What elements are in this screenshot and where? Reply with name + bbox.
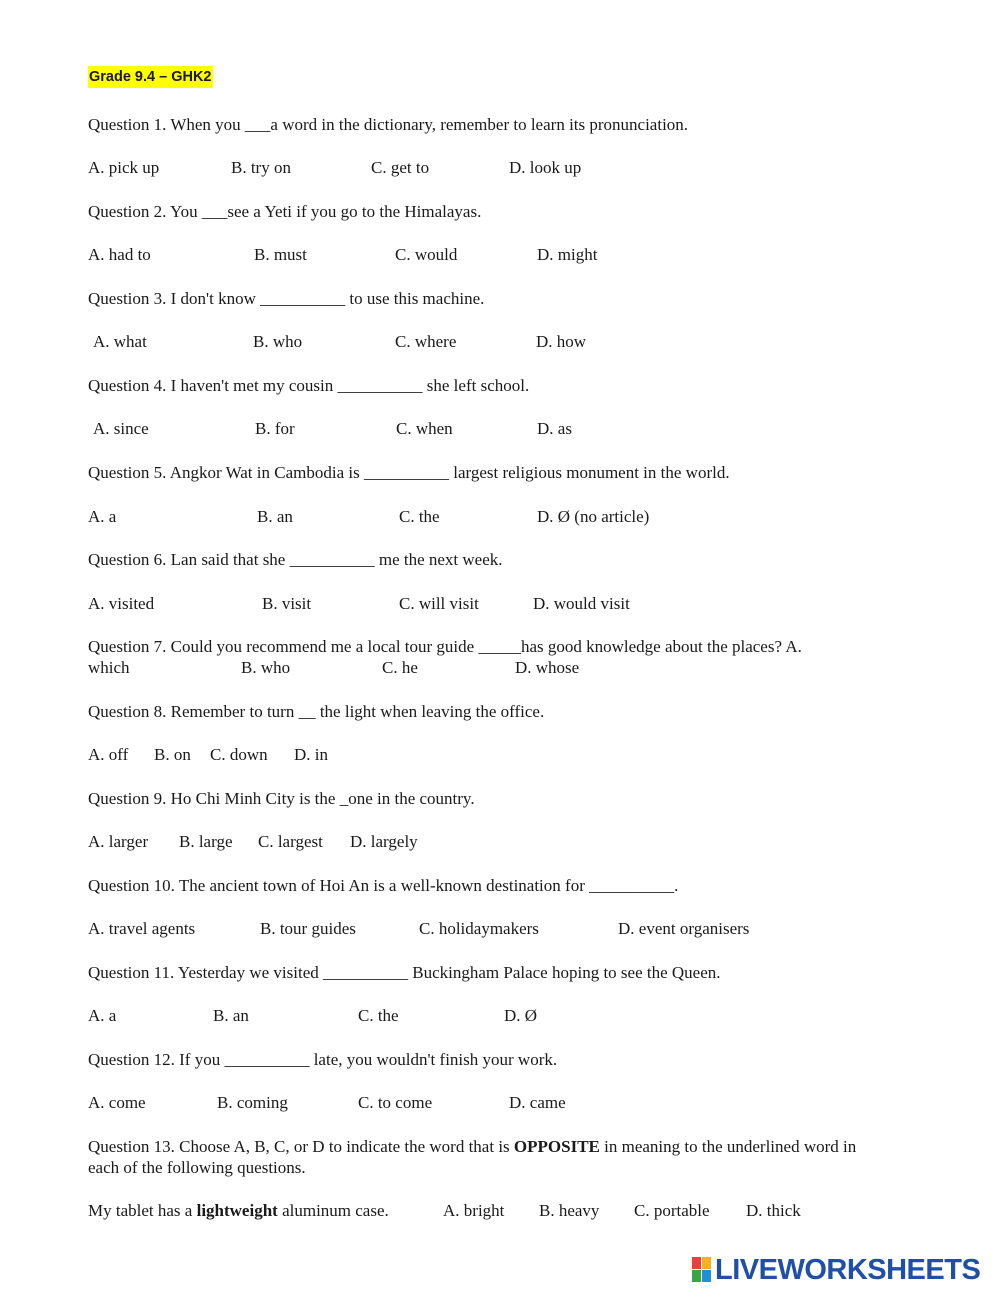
question-2-stem: Question 2. You ___see a Yeti if you go to the Himalayas.	[88, 202, 482, 221]
q6-option-b: B. visit	[262, 594, 312, 613]
q2-option-a: A. had to	[88, 245, 151, 264]
q13-option-c: C. portable	[634, 1201, 710, 1220]
q10-option-a: A. travel agents	[88, 919, 196, 938]
q12-option-b: B. coming	[217, 1093, 288, 1112]
q1-option-a: A. pick up	[88, 158, 160, 177]
q7-option-d: D. whose	[515, 658, 580, 677]
question-13-stem	[88, 1136, 858, 1178]
q3-option-c: C. where	[395, 332, 457, 351]
q12-option-d: D. came	[509, 1093, 566, 1112]
q13-stem-text-a: Question 13. Choose A, B, C, or D to indicate the word that is	[88, 1137, 514, 1156]
q5-option-d: D. Ø (no article)	[537, 507, 650, 526]
question-6-stem: Question 6. Lan said that she __________ me the next week.	[88, 550, 503, 569]
question-11-stem: Question 11. Yesterday we visited __________ Buckingham Palace hoping to see the Queen.	[88, 963, 721, 982]
q8-option-d: D. in	[294, 745, 328, 764]
q6-option-c: C. will visit	[399, 594, 479, 613]
page-title: Grade 9.4 – GHK2	[88, 66, 213, 88]
q5-option-c: C. the	[399, 507, 440, 526]
question-7-stem: Question 7. Could you recommend me a local tour guide _____has good knowledge about the places? A.	[88, 637, 802, 656]
q8-option-b: B. on	[154, 745, 191, 764]
q3-option-b: B. who	[253, 332, 303, 351]
q1-option-d: D. look up	[509, 158, 582, 177]
q3-option-d: D. how	[536, 332, 587, 351]
q13-sentence-text-a: My tablet has a	[88, 1201, 197, 1220]
liveworksheets-logo[interactable]	[692, 1255, 980, 1285]
q2-option-c: C. would	[395, 245, 458, 264]
q8-option-a: A. off	[88, 745, 129, 764]
logo-mark-icon	[692, 1257, 712, 1283]
question-9-stem: Question 9. Ho Chi Minh City is the _one in the country.	[88, 789, 475, 808]
q12-option-c: C. to come	[358, 1093, 433, 1112]
q4-option-d: D. as	[537, 419, 572, 438]
q13-stem-text-b: in meaning to the underlined word in each of the following questions.	[88, 1137, 857, 1177]
logo-text: LIVEWORKSHEETS	[715, 1254, 981, 1286]
q4-option-a: A. since	[93, 419, 149, 438]
q4-option-c: C. when	[396, 419, 453, 438]
q2-option-b: B. must	[254, 245, 307, 264]
q11-option-d: D. Ø	[504, 1006, 538, 1025]
q1-option-b: B. try on	[231, 158, 291, 177]
question-5-stem: Question 5. Angkor Wat in Cambodia is __________ largest religious monument in the world.	[88, 463, 730, 482]
question-12-stem: Question 12. If you __________ late, you wouldn't finish your work.	[88, 1050, 558, 1069]
q11-option-a: A. a	[88, 1006, 117, 1025]
question-1-stem: Question 1. When you ___a word in the dictionary, remember to learn its pronunciation.	[88, 115, 689, 134]
q1-option-c: C. get to	[371, 158, 430, 177]
q13-sentence-text-b: aluminum case.	[277, 1201, 389, 1220]
q11-option-c: C. the	[358, 1006, 399, 1025]
question-10-stem: Question 10. The ancient town of Hoi An is a well-known destination for __________.	[88, 876, 679, 895]
q12-option-a: A. come	[88, 1093, 146, 1112]
q9-option-c: C. largest	[258, 832, 323, 851]
q13-target-word: lightweight	[196, 1201, 278, 1220]
q2-option-d: D. might	[537, 245, 598, 264]
question-8-stem: Question 8. Remember to turn __ the light when leaving the office.	[88, 702, 545, 721]
q11-option-b: B. an	[213, 1006, 249, 1025]
q7-option-a: which	[88, 658, 130, 677]
q5-option-a: A. a	[88, 507, 117, 526]
q3-option-a: A. what	[93, 332, 147, 351]
q7-option-c: C. he	[382, 658, 418, 677]
question-4-stem: Question 4. I haven't met my cousin __________ she left school.	[88, 376, 530, 395]
q4-option-b: B. for	[255, 419, 295, 438]
question-3-stem: Question 3. I don't know __________ to use this machine.	[88, 289, 485, 308]
q6-option-d: D. would visit	[533, 594, 630, 613]
q6-option-a: A. visited	[88, 594, 155, 613]
q13-stem-emphasis: OPPOSITE	[513, 1137, 600, 1156]
q9-option-d: D. largely	[350, 832, 418, 851]
q8-option-c: C. down	[210, 745, 268, 764]
q13-option-d: D. thick	[746, 1201, 801, 1220]
question-13-sentence	[88, 1200, 389, 1221]
q10-option-b: B. tour guides	[260, 919, 356, 938]
q5-option-b: B. an	[257, 507, 293, 526]
q10-option-c: C. holidaymakers	[419, 919, 539, 938]
q10-option-d: D. event organisers	[618, 919, 750, 938]
q13-option-a: A. bright	[443, 1201, 505, 1220]
q7-option-b: B. who	[241, 658, 291, 677]
q13-option-b: B. heavy	[539, 1201, 600, 1220]
q9-option-a: A. larger	[88, 832, 149, 851]
q9-option-b: B. large	[179, 832, 233, 851]
